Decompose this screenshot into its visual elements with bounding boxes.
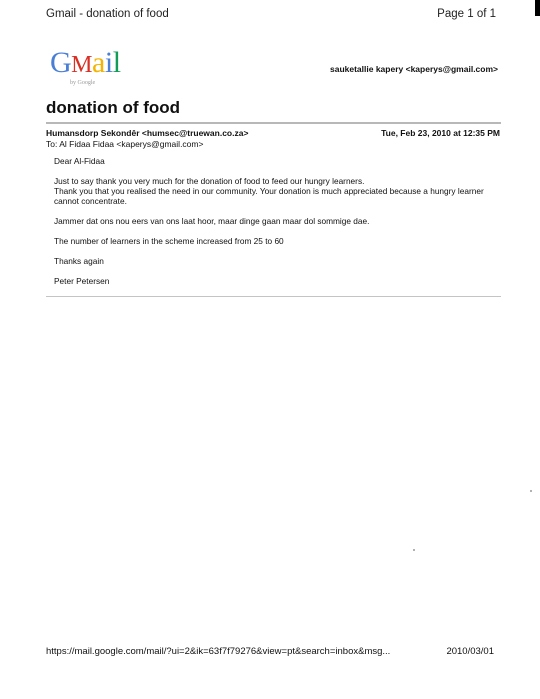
email-recipient: To: Al Fidaa Fidaa <kaperys@gmail.com>: [46, 139, 204, 149]
gmail-logo-subtitle: by Google: [70, 80, 96, 86]
email-signature: Peter Petersen: [54, 276, 110, 286]
email-body: [54, 156, 504, 296]
subject-divider: [46, 122, 501, 124]
print-header-title: Gmail - donation of food: [46, 8, 169, 20]
email-paragraph-1: [54, 176, 504, 206]
email-subject: donation of food: [46, 98, 181, 117]
email-paragraph-2: Jammer dat ons nou eers van ons laat hoor, maar dinge gaan maar dol sommige dae.: [54, 216, 370, 226]
scan-speck: [413, 549, 415, 551]
footer-url: https://mail.google.com/mail/?ui=2&ik=63f7f79276&view=pt&search=inbox&msg...: [46, 646, 391, 657]
email-paragraph-1-line-2: Thank you that you realised the need in our community. Your donation is much appreciated because a hungry learner cannot concentrate.: [54, 186, 484, 206]
email-paragraph-1-line-1: Just to say thank you very much for the donation of food to feed our hungry learners.: [54, 176, 365, 186]
scan-edge-mark: [535, 0, 540, 16]
gmail-logo: [50, 48, 136, 90]
email-greeting: Dear Al-Fidaa: [54, 156, 105, 166]
email-date: Tue, Feb 23, 2010 at 12:35 PM: [381, 128, 500, 138]
message-end-divider: [46, 296, 501, 297]
print-header-page-number: Page 1 of 1: [437, 8, 496, 20]
scan-speck: [530, 490, 532, 492]
email-paragraph-3: The number of learners in the scheme increased from 25 to 60: [54, 236, 284, 246]
gmail-logo-wordmark: GMail: [50, 46, 121, 79]
account-email: sauketallie kapery <kaperys@gmail.com>: [330, 64, 498, 74]
footer-date: 2010/03/01: [446, 646, 494, 657]
email-closing: Thanks again: [54, 256, 104, 266]
email-sender: Humansdorp Sekondêr <humsec@truewan.co.za>: [46, 128, 249, 138]
